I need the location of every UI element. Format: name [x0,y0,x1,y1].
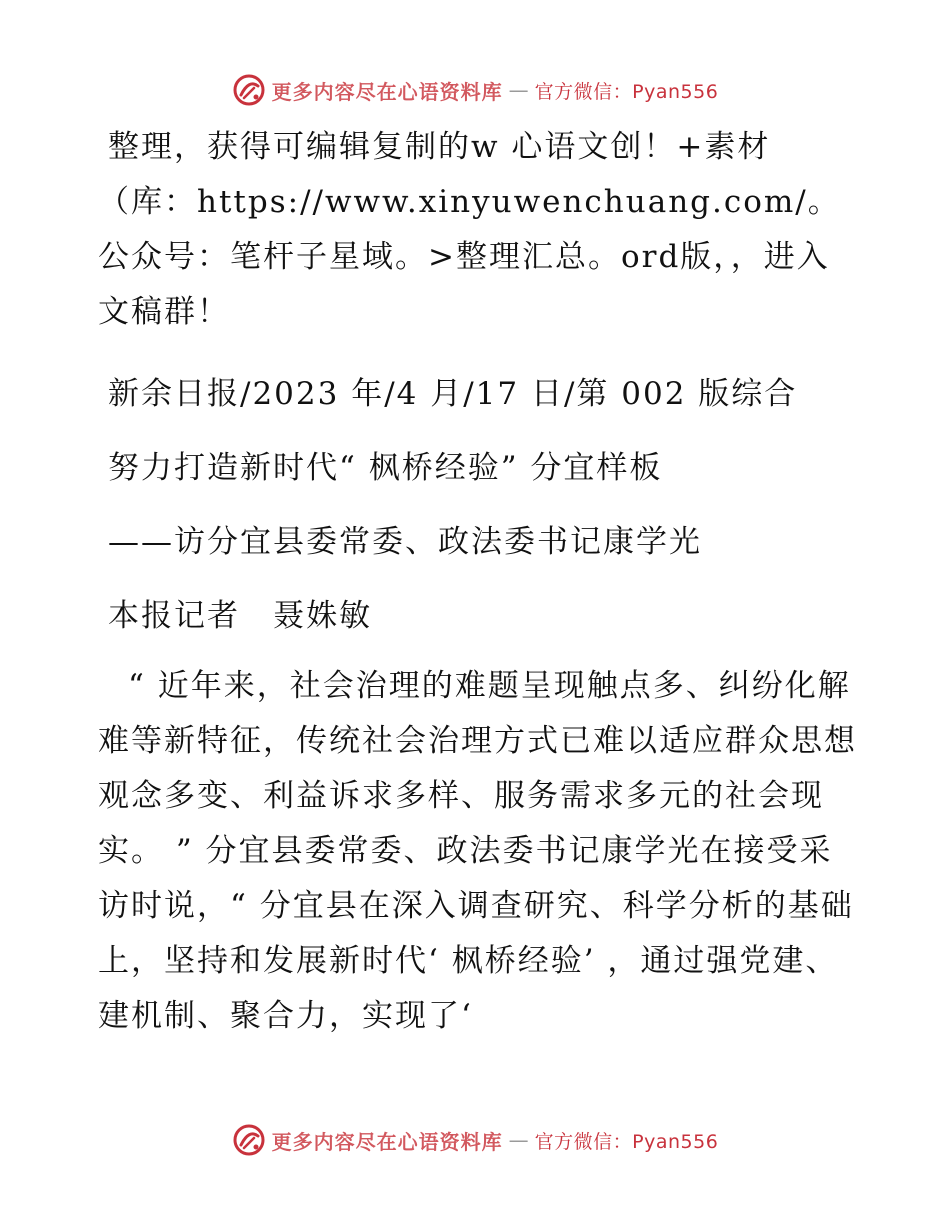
article-subtitle: ——访分宜县委常委、政法委书记康学光 [108,524,702,560]
article-body: “ 近年来，社会治理的难题呈现触点多、纠纷化解难等新特征，传统社会治理方式已难以适应群众思想观念多变、利益诉求多样、服务需求多元的社会现实。 ” 分宜县委常委、政法委书记康学光在接受采访时说，“ 分宜县在深入调查研究、科学分析的基础上，坚持和发展新时代‘ 枫桥经验’ ，通过强党建、建机制、聚合力，实现了‘ [98,668,857,1034]
footer-banner [0,1120,950,1160]
header-banner [0,70,950,110]
banner-text: 更多内容尽在心语资料库 [271,79,503,104]
banner-text: 更多内容尽在心语资料库 [271,1129,503,1154]
banner-separator: — [508,78,529,102]
intro-paragraph: 整理，获得可编辑复制的w 心语文创！+素材（库：https://www.xinyuwenchuang.com/。公众号：笔杆子星域。>整理汇总。ord版，，进入文稿群！ [98,129,841,330]
article-source: 新余日报/2023 年/4 月/17 日/第 002 版综合 [108,376,798,412]
document-content [98,120,858,1044]
xinyu-logo-icon [232,1123,266,1157]
article-title: 努力打造新时代“ 枫桥经验” 分宜样板 [108,450,663,486]
banner-wechat: 官方微信：Pyan556 [534,1130,719,1153]
banner-separator: — [508,1128,529,1152]
xinyu-logo-icon [232,73,266,107]
banner-wechat: 官方微信：Pyan556 [534,80,719,103]
article-byline: 本报记者 聂姝敏 [108,598,372,634]
